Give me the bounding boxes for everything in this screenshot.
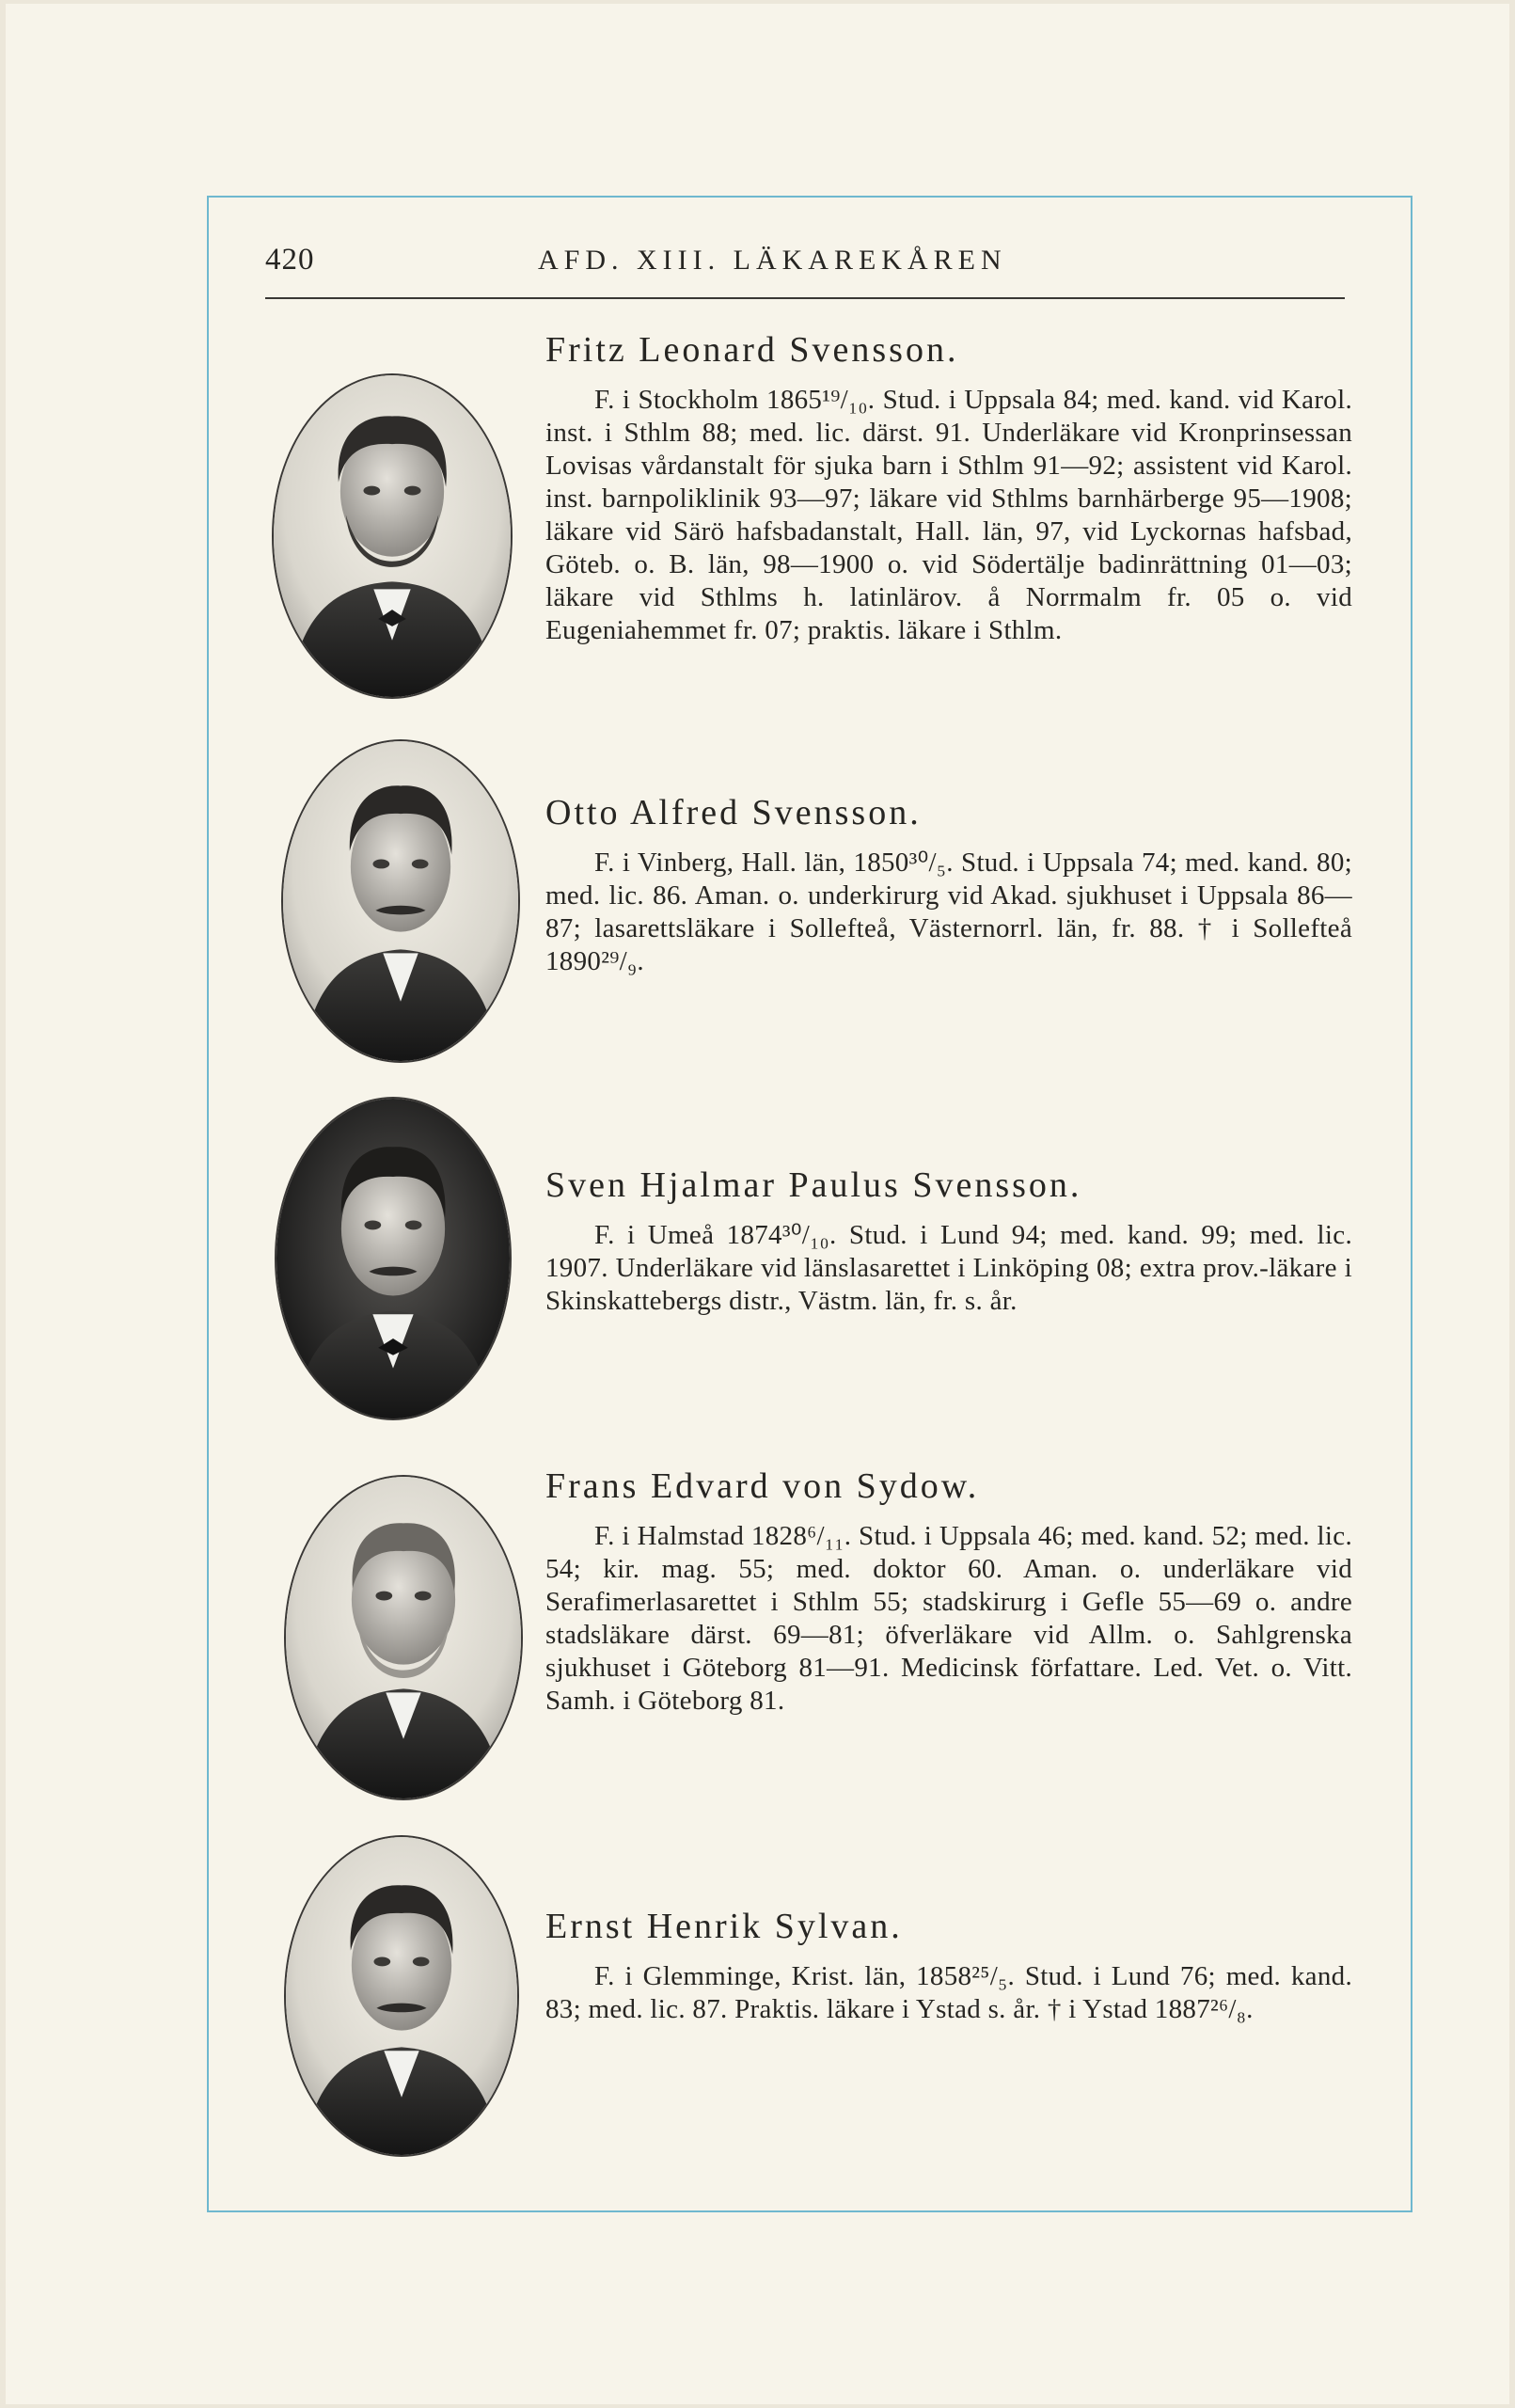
portrait-photo [272,373,513,699]
biography-text: F. i Vinberg, Hall. län, 1850³⁰/₅. Stud. i Uppsala 74; med. kand. 80; med. lic. 86. Aman. o. underkirurg vid Akad. sjukhuset i Uppsala 86—87; lasarettsläkare i Sollefteå, Västernorrl. län, fr. 88. † i Sollefteå 1890²⁹/₉. [545,848,1352,976]
page-header [265,243,1345,299]
biography-text: F. i Stockholm 1865¹⁹/₁₀. Stud. i Uppsala 84; med. kand. vid Karol. inst. i Sthlm 88; med. lic. därst. 91. Underläkare vid Kronprinsessan Lovisas vårdanstalt för sjuka barn i Sthlm 91—92; assistent vid Karol. inst. barnpoliklinik 93—97; läkare vid Sthlms barnhärberge 95—1908; läkare vid Särö hafsbadanstalt, Hall. län, 97, vid Lyckornas hafsbad, Göteb. o. B. län, 98—1900 o. vid Södertälje badinrättning 01—03; läkare vid Sthlms h. latinlärov. å Norrmalm fr. 05 o. vid Eugeniahemmet fr. 07; praktis. läkare i Sthlm. [545,385,1352,645]
portrait-photo [284,1835,519,2157]
portrait-photo [284,1475,523,1800]
person-name: Fritz Leonard Svensson. [545,330,959,370]
person-name: Ernst Henrik Sylvan. [545,1907,903,1946]
portrait-photo [281,739,520,1063]
person-name: Sven Hjalmar Paulus Svensson. [545,1165,1082,1205]
person-name: Otto Alfred Svensson. [545,793,922,832]
biography-text: F. i Halmstad 1828⁶/₁₁. Stud. i Uppsala 46; med. kand. 52; med. lic. 54; kir. mag. 55; med. doktor 60. Aman. o. underläkare vid Serafimerlasarettet i Sthlm 55; stadskirurg i Gefle 55—69 o. andre stadsläkare därst. 69—81; öfverläkare vid Allm. o. Sahlgrenska sjukhuset i Göteborg 81—91. Medicinsk författare. Led. Vet. o. Vitt. Samh. i Göteborg 81. [545,1521,1352,1716]
biography-text: F. i Umeå 1874³⁰/₁₀. Stud. i Lund 94; med. kand. 99; med. lic. 1907. Underläkare vid länslasarettet i Linköping 08; extra prov.-läkare i Skinskattebergs distr., Västm. län, fr. s. år. [545,1220,1352,1316]
page-number: 420 [265,243,315,277]
person-name: Frans Edvard von Sydow. [545,1466,980,1506]
section-title: AFD. XIII. LÄKAREKÅREN [538,245,1007,276]
biography-text: F. i Glemminge, Krist. län, 1858²⁵/₅. Stud. i Lund 76; med. kand. 83; med. lic. 87. Praktis. läkare i Ystad s. år. † i Ystad 1887²⁶/₈. [545,1961,1352,2024]
portrait-photo [275,1097,512,1420]
